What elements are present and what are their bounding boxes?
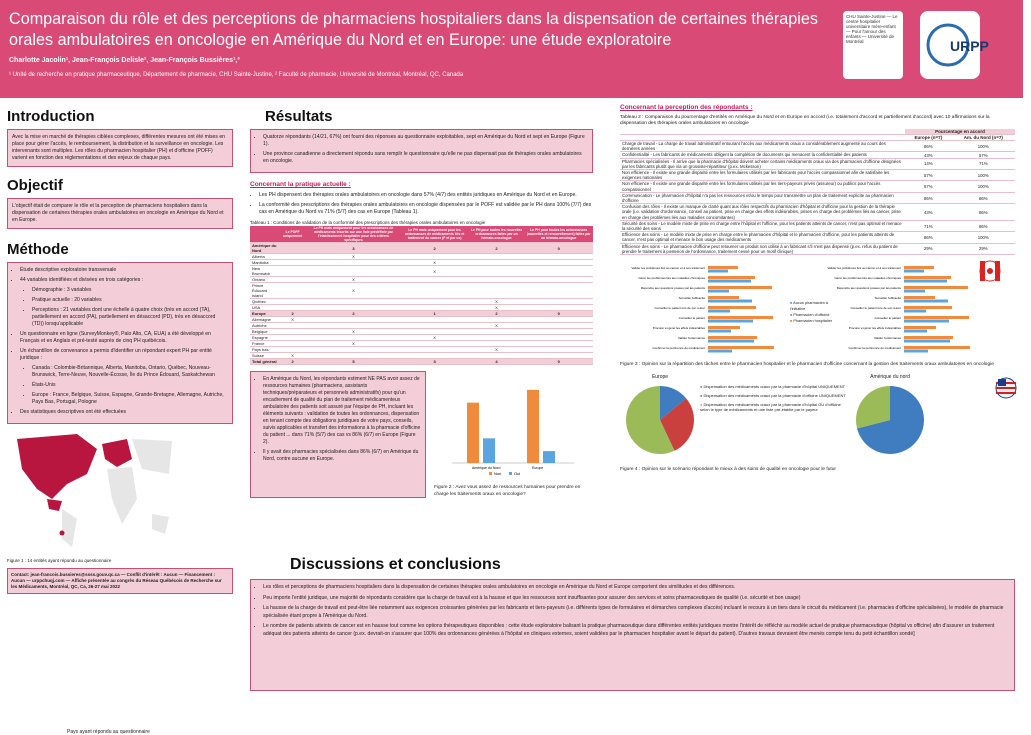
table2-caption: Tableau 2 : Comparaison du pourcentage d'entités en Amérique du Nord et en Europe en accord (i.e. totalement d'accord et partiellement d'accord) avec 10 affirmations sur la dispensation des thérapies orales ambulatoires en oncologie	[620, 115, 990, 126]
objectif-text: L'objectif était de comparer le rôle et la perception de pharmaciens hospitaliers dans la dispensation de certaines thérapies orales ambulatoires en oncologie en Amérique du Nord et en Europe.	[12, 203, 224, 223]
fig3-legend-item: Aucun pharmacien à l'initiative	[790, 301, 828, 312]
methode-item: • Perceptions : 21 variables dont une échelle à quatre choix (très en accord (TA), partiellement en accord (PA), partiellement en désaccord (PD), très en désaccord (TD)) lorsqu'applicable	[32, 307, 228, 328]
table1-cell: Total général	[250, 359, 279, 365]
table2-row	[620, 232, 1015, 243]
intro-box	[7, 129, 233, 167]
fig3-bar	[708, 300, 752, 303]
table2-row	[620, 220, 1015, 231]
table2-row	[620, 243, 1015, 254]
fig3-bar	[708, 330, 731, 333]
table2-row	[620, 141, 1015, 152]
fig3-label: Gérer les problèmes liés aux maladies chroniques	[834, 276, 901, 281]
table2	[620, 129, 1015, 255]
table1-header: Le POFF uniquement	[279, 226, 307, 243]
objectif-heading: Objectif	[7, 177, 63, 194]
table2-cell: 43%	[905, 152, 952, 158]
contact-text: Contact: jean-francois.bussieres@ssss.gouv.qc.ca — Conflit d'intérêt : Aucun — Financement : Aucun — urppchuqj.com — Affiche présentée au congrès du Réseau Québécois de Recherche sur les Médicaments, Montréal, QC, Ca, 26-27 mai 2022	[11, 572, 222, 589]
figure2-caption: Figure 2 : Avez vous assez de ressources humaines pour prendre en charge les traitements oraux en oncologie?	[434, 485, 581, 497]
figure3-chart-left	[620, 260, 790, 360]
table1-cell: 1	[401, 311, 469, 317]
table1-cell: Pays bas	[250, 347, 279, 353]
discussion-point: • Le nombre de patients atteints de cancer est en hausse tout comme les options thérapeutiques disponibles : cette étude exploratoire balisant la pratique pharmaceutique dans différentes entités juridiques montre l'intérêt de réfléchir au modèle actuel de pratique pharmaceutique (hôpital vs officine) afin d'assurer un traitement adéquat des patients atteints de cancer (p.ex. devrait-on s'assurer que 100% des ordonnances générées à l'hôpital en cliniques externes, soient validées par le pharmacien hospitalier avant le départ du patient). D'autres travaux devraient être menés compte tenu du petit échantillon sondé]	[263, 623, 1010, 638]
resultats-bullet2: • Il y avait des pharmacies spécialisées dans 86% (6/7) en Amérique du Nord, contre aucune en Europe.	[263, 449, 421, 463]
table2-cell: Efficience des soins - Le pharmacien d'officine peut retourner un produit non utilisé à un fabricant s'il n'est pas dispensé (p.ex. refus du patient de prendre le traitement à posteriori de l'ordonnance, traitement cessé pour un motif clinique)	[620, 243, 905, 254]
table1-cell: X	[469, 299, 525, 305]
table2-cell: Communication - Le pharmacien d'hôpital n'a pas les ressources et/ou le temps pour transmettre un plan de traitement explicite au pharmacien d'officine	[620, 192, 905, 203]
table2-cell: 29%	[905, 243, 952, 254]
fig2-legend-label: Non	[494, 471, 502, 476]
table2-cell: 86%	[952, 192, 1015, 203]
table1-cell: X	[279, 317, 307, 323]
table1-cell: X	[469, 305, 525, 311]
fig3-bar	[708, 286, 772, 289]
table2-cell: Non efficience - Il existe une grande disparité entre les formulaires utilisés par les fabricants pour l'accès compassionnel afin de satisfaire les exigences nationales	[620, 170, 905, 181]
table1-cell: 2	[279, 359, 307, 365]
table2-cell: 57%	[905, 181, 952, 192]
fig4-title: Europe	[651, 374, 669, 381]
table1-cell	[469, 283, 525, 299]
fig3-bar	[904, 316, 969, 319]
table1-cell: New Brunswick	[250, 266, 279, 277]
intro-heading: Introduction	[7, 108, 95, 125]
table1-cell: Allemagne	[250, 317, 279, 323]
table2-cell: Confusion des rôles - Il existe un manque de clarté quant aux rôles respectifs du pharmacien d'hôpital et d'officine pour la gestion de la thérapie orale (i.e. validation d'ordonnance, conseil au patient, prise en charge des effets indésirables, prises en charge des problèmes liés au cancer, prise en charge des problèmes liés aux maladies concomitantes)	[620, 204, 905, 221]
table1-cell: 0	[524, 359, 593, 365]
table1-cell	[524, 283, 593, 299]
fig3-bar	[904, 336, 953, 339]
fig3-bar	[904, 306, 952, 309]
table1-row	[250, 243, 593, 254]
perception-heading: Concernant la perception des répondants :	[620, 104, 753, 111]
methode-heading: Méthode	[7, 241, 69, 258]
table2-cell: Charge de travail - La charge de travail administratif entourant l'accès aux médicaments oraux a considérablement augmenté au cours des dernières années	[620, 141, 905, 152]
table2-cell: Confidentialité - Les fabricants de médicaments obligent la complétion de documents qui menacent la confidentialité des patients	[620, 152, 905, 158]
methode-item: • 44 variables identifiées et divisées en trois catégories :	[20, 277, 228, 284]
table2-row	[620, 170, 1015, 181]
fig3-label: Répondre aux questions posées par les patients	[836, 286, 901, 291]
table2-cell: 14%	[905, 158, 952, 169]
fig3-bar	[904, 296, 935, 299]
table1-cell: Alberta	[250, 254, 279, 260]
table1-cell: Ontario	[250, 277, 279, 283]
methode-box	[7, 262, 233, 424]
table1-header: Le PH mais uniquement pour les ordonnances de médicaments liés et traitement du cancer (F ef par us)	[401, 226, 469, 243]
figure4-pie-europe	[620, 380, 700, 460]
fig3-bar	[708, 350, 732, 353]
methode-item: • Étude descriptive exploratoire transversale	[20, 267, 228, 274]
fig2-bar	[543, 451, 555, 463]
table2-row	[620, 181, 1015, 192]
fig2-legend-swatch	[509, 472, 512, 475]
table1-cell: Belgique	[250, 329, 279, 335]
resultats-bullet2: • En Amérique du Nord, les répondants estiment NE PAS avoir assez de ressources humaines (pharmaciens, assistants techniques/préparateurs et personnels administratifs) pour qu'un encadrement de qualité du plan de traitement médicamenteux ambulatoire des patients soit assuré par l'équipe de PH, incluant les éléments suivants : validation de toutes les ordonnances, dispensation en tenant compte des obligations juridiques de votre pays, conseils, suivis applicables et transfert des informations à la pharmacie d'officine du patient ... dans 71% (5/7) des cas vs 86% (6/7) en Europe (Figure 2).	[263, 376, 421, 446]
fig2-category: Amérique du Nord	[472, 466, 501, 470]
chu-logo-text: CHU Sainte-Justine — Le centre hospitalier universitaire mère-enfant — Pour l'amour des enfants — Université de Montréal	[846, 14, 898, 44]
table2-cell: 100%	[952, 141, 1015, 152]
fig4-legend-item: Dispensation des médicaments oraux par la pharmacie d'hôpital OU d'officine selon le type de médicaments et une liste pré-établie par le payeur	[700, 402, 841, 413]
resultats-heading: Résultats	[265, 108, 333, 125]
table2-cell: 86%	[905, 192, 952, 203]
methode-item: • Un questionnaire en ligne (SurveyMonkey®, Palo Alto, CA, EUA) a été développé en Français et en Anglais et pré-testé auprès de cinq PH québécois.	[20, 331, 228, 345]
fig2-legend-swatch	[489, 472, 492, 475]
table1-cell: Europe	[250, 311, 279, 317]
table1-cell: Suisse	[250, 353, 279, 359]
figure3-chart-right	[827, 260, 979, 360]
table1	[250, 226, 593, 365]
fig3-label: Valider les problèmes liés au cancer et à son traitement	[631, 266, 705, 271]
table1-row	[250, 283, 593, 299]
fig3-label: Valider l'ordonnance	[873, 336, 901, 341]
table1-row	[250, 266, 593, 277]
fig2-bar	[527, 390, 539, 463]
fig3-label: Procurer et gérer les effets indésirables	[652, 326, 705, 331]
fig3-bar	[904, 280, 947, 283]
fig3-label: Répondre aux questions posées par les patients	[640, 286, 705, 291]
resultats-box2	[250, 371, 426, 498]
urpp-logo-icon	[920, 11, 989, 79]
pratique-point: • Les PH dispensent des thérapies orales ambulatoires en oncologie dans 57% (4/7) des entités juridiques en Amérique du Nord et en Europe.	[259, 192, 593, 199]
fig2-category: Europe	[532, 466, 544, 470]
fig3-bar	[708, 316, 773, 319]
fig3-bar	[708, 320, 753, 323]
fig3-bar	[708, 296, 739, 299]
methode-item: • Pratique actuelle : 20 variables	[32, 297, 228, 304]
table1-cell: 2	[279, 311, 307, 317]
table2-col: Am. du Nord (n=7)	[952, 135, 1015, 141]
fig4-legend-item: Dispensation des médicaments oraux par la pharmacie d'hôpital UNIQUEMENT	[703, 384, 846, 390]
fig3-label: Conseiller le patient lors de son retour	[850, 306, 901, 311]
flags	[979, 260, 1015, 360]
table2-cell: 86%	[952, 220, 1015, 231]
table1-cell	[279, 266, 307, 277]
fig3-bar	[708, 346, 774, 349]
fig3-label: Confirmer la pertinence du médicament	[652, 346, 705, 351]
table2-cell: Pharmacies spécialisées - Il arrive que la pharmacie d'hôpital doivent acheter certains médicaments oraux via des pharmacies d'officine désignées par les fabricants plutôt que via un grossiste-répartiteur (p.ex. Mckesson)	[620, 158, 905, 169]
fig3-label: Conseiller le patient lors de son retour	[654, 306, 705, 311]
table1-cell: 5	[306, 359, 400, 365]
fig3-label: Valider l'ordonnance	[677, 336, 705, 341]
fig3-bar	[904, 300, 948, 303]
contact-box	[7, 568, 233, 594]
figure3-legend: ■ Aucun pharmacien à l'initiative ■ Pharmacien d'officine ■ Pharmacien hospitalier	[790, 301, 832, 324]
table1-cell: X	[469, 347, 525, 353]
fig3-bar	[904, 276, 951, 279]
figure1-caption: Figure 1 : 14 entités ayant répondu au questionnaire	[7, 558, 112, 563]
table1-cell: X	[306, 254, 400, 260]
table1-cell: Espagne	[250, 335, 279, 341]
resultats-box	[250, 129, 593, 173]
table1-cell: 3	[401, 359, 469, 365]
objectif-box	[7, 198, 233, 229]
table1-header: Le PH pour toutes les nouvelles ordonnances faites par un hémato-oncologue	[469, 226, 525, 243]
table2-cell: 29%	[952, 243, 1015, 254]
table1-cell: X	[306, 283, 400, 299]
table2-cell: 71%	[952, 158, 1015, 169]
fig4-title: Amérique du nord	[870, 374, 910, 381]
fig3-bar	[904, 290, 925, 293]
resultats-point: • Une province canadienne a directement répondu sans remplir le questionnaire qu'elle ne pas dispensait pas de thérapies orales ambulatoires en oncologie.	[263, 151, 588, 165]
fig3-bar	[708, 306, 756, 309]
fig3-bar	[904, 350, 928, 353]
fig2-bar	[467, 403, 479, 463]
discussion-point: • Les rôles et perceptions de pharmaciens hospitaliers dans la dispensation de certaines thérapies orales ambulatoires en oncologie en Amérique du Nord et Europe comportent des similitudes et des différences.	[263, 584, 1010, 592]
fig3-bar	[708, 270, 728, 273]
world-map	[7, 429, 177, 554]
figure4-caption: Figure 4 : Opinion sur le scénario répondant le mieux à des soins de qualité en oncologie pour le futur	[620, 467, 836, 473]
table1-cell: X	[279, 353, 307, 359]
urpp-logo-label: URPP	[950, 38, 989, 54]
fig3-bar	[904, 326, 936, 329]
methode-item: • Europe : France, Belgique, Suisse, Espagne, Grande-Bretagne, Allemagne, Autriche, Pays Bas, Portugal, Pologne	[32, 392, 228, 406]
table1-cell: 0	[524, 243, 593, 254]
table1-cell	[469, 266, 525, 277]
table2-cell: Non efficience - Il existe une grande disparité entre les formulaires utilisés par les tiers-payeurs privés (assureur) ou publics pour l'accès compassionnel	[620, 181, 905, 192]
fig3-bar	[708, 310, 730, 313]
table1-cell: X	[401, 266, 469, 277]
methode-item: • États-Unis	[32, 382, 228, 389]
figure4-legend: ● Dispensation des médicaments oraux par la pharmacie d'hôpital UNIQUEMENT ● Dispensation des médicaments oraux par la pharmacie d'officine UNIQUEMENT ● Dispensation des médicaments oraux par la pharmacie d'hôpital OU d'officine selon le type de médicaments et une liste pré-établie par le payeur	[700, 384, 846, 413]
table2-cell: 71%	[905, 220, 952, 231]
table1-cell	[306, 266, 400, 277]
fig3-label: Procurer et gérer les effets indésirables	[848, 326, 901, 331]
table1-cell: 0	[524, 311, 593, 317]
fig3-bar	[904, 340, 950, 343]
fig3-bar	[708, 266, 738, 269]
figure2-chart	[434, 371, 584, 479]
fig3-legend-item: Pharmacien d'officine	[793, 313, 830, 318]
table1-cell: France	[250, 341, 279, 347]
discussion-box	[250, 579, 1015, 691]
table1-caption: Tableau 1 : Conditions de validation de la conformité des prescriptions des thérapies orales ambulatoires en oncologie	[250, 220, 486, 225]
affiliations: ¹ Unité de recherche en pratique pharmaceutique, Département de pharmacie, CHU Sainte-Justine, ² Faculté de pharmacie, Université de Montréal, Montréal, QC, Canada	[9, 72, 464, 78]
table1-cell: 2	[469, 311, 525, 317]
fig2-bar	[483, 438, 495, 463]
authors: Charlotte Jacolin¹, Jean-François Delisle², Jean-François Bussières¹,³	[9, 57, 240, 64]
fig3-label: Valider les problèmes liés au cancer et à son traitement	[827, 266, 901, 271]
fig3-bar	[708, 290, 729, 293]
poster-header	[0, 0, 1023, 98]
table1-row	[250, 359, 593, 365]
fig3-bar	[708, 326, 740, 329]
table2-cell: 57%	[905, 170, 952, 181]
poster-title: Comparaison du rôle et des perceptions de pharmaciens hospitaliers dans la dispensation de certaines thérapies orales ambulatoires en oncologie en Amérique du Nord et en Europe: une étude exploratoire	[9, 10, 818, 49]
figure4-pie-north-america	[850, 380, 930, 460]
table1-cell: X	[401, 260, 469, 266]
table1-cell: Autriche	[250, 323, 279, 329]
urpp-logo	[920, 11, 989, 79]
table2-cell: 100%	[952, 181, 1015, 192]
table2-row	[620, 192, 1015, 203]
table1-cell	[279, 283, 307, 299]
fig3-bar	[904, 346, 970, 349]
table2-cell: Sécurité des soins - Le modèle mixte de prise en charge entre l'hôpital et l'officine, pour les patients atteints de cancer, n'est pas optimal et menace la sécurité des soins	[620, 220, 905, 231]
table1-cell	[524, 266, 593, 277]
fig3-label: Gérer les problèmes liés aux maladies chroniques	[638, 276, 705, 281]
fig2-legend-label: Oui	[514, 471, 521, 476]
table1-cell: 4	[469, 359, 525, 365]
table2-row	[620, 204, 1015, 221]
flag-usa-icon	[995, 377, 1031, 399]
table2-row	[620, 158, 1015, 169]
fig3-bar	[904, 310, 926, 313]
pratique-point: • La conformité des prescriptions des thérapies orales ambulatoires en oncologie dispensées par le POFF est validée par le PH dans 100% (7/7) des cas en Amérique du Nord vs 71% (5/7) des cas en Europe (Tableau 1).	[259, 202, 593, 216]
table1-header	[250, 226, 279, 243]
fig4-legend-item: Dispensation des médicaments oraux par la pharmacie d'officine UNIQUEMENT	[703, 393, 846, 399]
fig3-bar	[904, 266, 934, 269]
table1-cell: X	[469, 323, 525, 329]
table1-cell: X	[401, 335, 469, 341]
intro-text: Avec la mise en marché de thérapies ciblées complexes, différentes mesures ont été mises en place pour gérer l'accès, le remboursement, la distribution et la surveillance en oncologie. Les intervenants sont multiples. Les rôles du pharmacien hospitalier (PH) et d'officine (POFF) varient en fonction des réglementations et des enjeux de chaque pays.	[12, 134, 226, 161]
table1-header: Le PH pour toutes les ordonnances (nouvelles et renouvellement) faites par un hémato-oncologue	[524, 226, 593, 243]
fig3-label: Conseiller le patient	[678, 316, 705, 321]
fig3-legend-item: Pharmacien hospitalier	[793, 319, 832, 324]
methode-item: • Un échantillon de convenance a permis d'identifier un répondant expert PH par entité juridique :	[20, 348, 228, 362]
table1-cell	[279, 243, 307, 254]
map-legend: Pays ayant répondu au questionnaire	[67, 729, 150, 735]
flag-canada-icon	[979, 260, 1015, 282]
pratique-heading: Concernant la pratique actuelle :	[250, 181, 351, 188]
fig3-label: Confirmer la pertinence du médicament	[848, 346, 901, 351]
figure3-caption: Figure 3 : Opinion sur la répartition des tâches entre le pharmacien hospitalier et le pharmacien d'officine concernant la gestion des traitements oraux ambulatoires en oncologie	[620, 362, 994, 368]
table2-cell: 43%	[905, 204, 952, 221]
table1-cell: 2	[469, 243, 525, 254]
table1-cell: X	[306, 277, 400, 283]
discussion-point: • La hausse de la charge de travail est peut-être liée notamment aux exigences croissantes générées par les fabricants et tiers-payeurs (i.e. différents types de formulaires et démarches complexes d'accès) incluant le recours à un tiers dans le circuit du médicament (i.e. pharmacies d'officine spécialisées), le modèle de pharmacie spécialisée étant propre à l'Amérique du Nord.	[263, 605, 1010, 620]
fig3-bar	[708, 276, 755, 279]
table1-cell: Prince Édouard Island	[250, 283, 279, 299]
fig3-bar	[708, 336, 757, 339]
table2-cell: 86%	[952, 204, 1015, 221]
methode-item: • Des statistiques descriptives ont été effectuées	[20, 409, 228, 416]
methode-item: • Démographie : 3 variables	[32, 287, 228, 294]
fig3-bar	[904, 286, 968, 289]
fig3-label: Surveiller l'efficacité	[874, 296, 901, 301]
table1-cell: 3	[306, 243, 400, 254]
table1-header: Le PH mais uniquement pour les ordonnances de médicaments inscrits sur une liste prédéfinie par l'établissement hospitalier pour des critères spécifiques	[306, 226, 400, 243]
chu-logo	[843, 11, 903, 79]
fig3-bar	[904, 330, 927, 333]
table1-cell: Québec	[250, 299, 279, 305]
table1-cell	[401, 283, 469, 299]
fig3-label: Conseiller le patient	[874, 316, 901, 321]
table1-cell: X	[306, 329, 400, 335]
methode-item: • Canada : Colombie-Britannique, Alberta, Manitoba, Ontario, Québec, Nouveau-Brunswick, Terre-Neuve, Nouvelle-Écosse, Île du Prince Édouard, Saskatchewan	[32, 365, 228, 379]
fig3-bar	[708, 340, 754, 343]
table1-cell: Amérique du Nord	[250, 243, 279, 254]
table1-cell: USA	[250, 305, 279, 311]
resultats-point: • Quatorze répondants (14/21, 67%) ont fourni des réponses au questionnaire exploitables, sept en Amérique du Nord et sept en Europe (Figure 1).	[263, 134, 588, 148]
table1-cell: 2	[401, 243, 469, 254]
fig3-bar	[904, 320, 949, 323]
table1-cell: X	[306, 341, 400, 347]
table1-cell: 2	[306, 311, 400, 317]
table2-cell: 100%	[952, 170, 1015, 181]
fig3-bar	[708, 280, 751, 283]
table2-head: Pourcentage en accord	[905, 129, 1015, 135]
table2-cell: 100%	[952, 232, 1015, 243]
table2-cell: 86%	[905, 232, 952, 243]
table2-cell: Efficience des soins - Le modèle mixte de prise en charge entre le pharmacien d'hôpital et le pharmacien d'officine, pour les patients atteints de cancer, n'est pas optimal et menace le bon usage des médicaments	[620, 232, 905, 243]
discussion-point: • Peu importe l'entité juridique, une majorité de répondants considère que la charge de travail est à la hausse et que les ressources sont insuffisantes pour assurer des services et soins pharmaceutiques de qualité (i.e. sécurité et bon usage)	[263, 595, 1010, 603]
table1-cell: Manitoba	[250, 260, 279, 266]
discussion-heading: Discussions et conclusions	[290, 556, 501, 573]
table2-col: Europe (n=7)	[905, 135, 952, 141]
fig3-bar	[904, 270, 924, 273]
fig3-label: Surveiller l'efficacité	[678, 296, 705, 301]
table2-cell: 57%	[952, 152, 1015, 158]
table2-cell: 86%	[905, 141, 952, 152]
